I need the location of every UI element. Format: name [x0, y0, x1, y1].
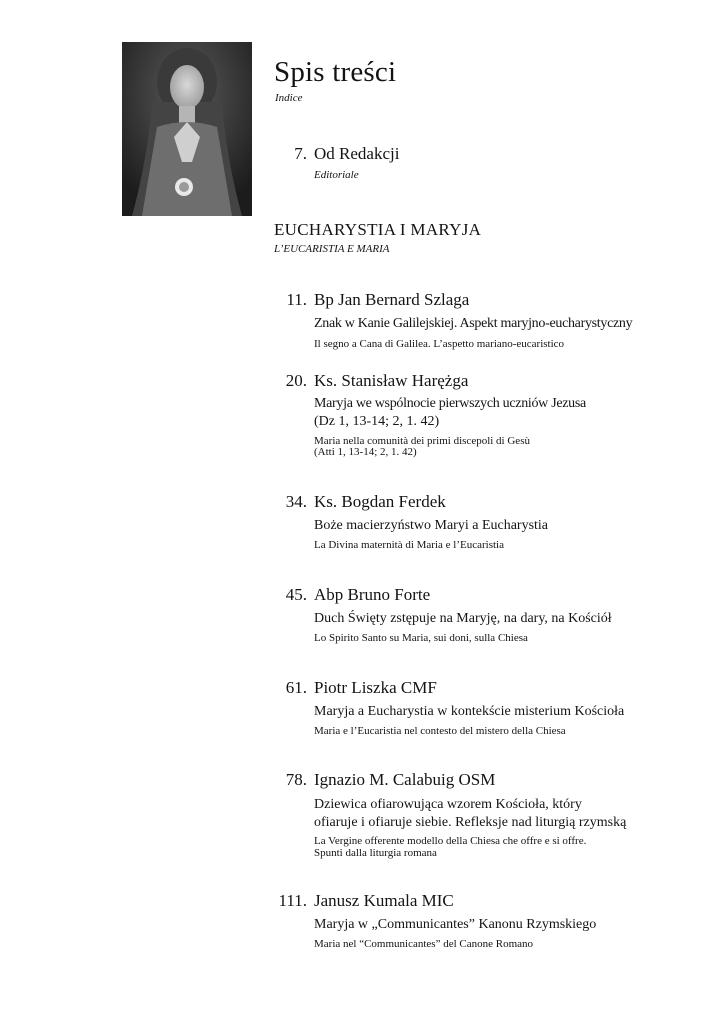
- page-title: Spis treści: [274, 56, 397, 88]
- page-number: 111.: [278, 891, 307, 910]
- page-number: 61.: [285, 678, 307, 697]
- entry-title-it: Spunti dalla liturgia romana: [314, 847, 437, 859]
- entry-title-it: Lo Spirito Santo su Maria, sui doni, sulla Chiesa: [314, 632, 528, 644]
- entry-title-pl: Dziewica ofiarowująca wzorem Kościoła, który: [314, 797, 582, 812]
- entry-title-pl: Maryja we wspólnocie pierwszych uczniów Jezusa: [314, 396, 586, 411]
- entry-title-pl: ofiaruje i ofiaruje siebie. Refleksje nad liturgią rzymską: [314, 815, 627, 830]
- page-number: 45.: [285, 585, 307, 604]
- entry-title-it: Maria nel “Communicantes” del Canone Romano: [314, 938, 534, 950]
- page-number: 11.: [286, 290, 307, 309]
- portrait-image: [122, 42, 252, 216]
- entry-title-pl: Duch Święty zstępuje na Maryję, na dary, na Kościół: [314, 611, 612, 626]
- entry-title-it: La Divina maternità di Maria e l’Eucaristia: [314, 539, 504, 551]
- page-number: 7.: [294, 144, 307, 163]
- page-number: 78.: [285, 770, 307, 789]
- entry-author: Bp Jan Bernard Szlaga: [314, 290, 470, 309]
- entry-author: Ks. Bogdan Ferdek: [314, 492, 446, 511]
- entry-title-pl: Boże macierzyństwo Maryi a Eucharystia: [314, 518, 549, 533]
- entry-title-pl: Maryja a Eucharystia w kontekście misterium Kościoła: [314, 704, 625, 719]
- entry-author: Janusz Kumala MIC: [314, 891, 454, 910]
- entry-title-it: Maria e l’Eucaristia nel contesto del mistero della Chiesa: [314, 725, 566, 737]
- section-title: EUCHARYSTIA I MARYJA: [274, 220, 482, 239]
- page-number: 34.: [285, 492, 307, 511]
- entry-title-pl: Znak w Kanie Galilejskiej. Aspekt maryjno-eucharystyczny: [314, 316, 633, 331]
- entry-title-it: Maria nella comunità dei primi discepoli di Gesù: [314, 435, 530, 447]
- entry-title-it: Il segno a Cana di Galilea. L’aspetto mariano-eucaristico: [314, 338, 565, 350]
- page-subtitle: Indice: [275, 92, 303, 104]
- entry-subtitle-it: Editoriale: [314, 169, 359, 181]
- entry-title-it: La Vergine offerente modello della Chiesa che offre e si offre.: [314, 835, 587, 847]
- entry-author: Piotr Liszka CMF: [314, 678, 437, 697]
- entry-title-pl: (Dz 1, 13-14; 2, 1. 42): [314, 414, 440, 429]
- entry-author: Abp Bruno Forte: [314, 585, 431, 604]
- section-subtitle: L’EUCARISTIA E MARIA: [274, 243, 390, 255]
- entry-title-it: (Atti 1, 13-14; 2, 1. 42): [314, 446, 417, 458]
- entry-title-pl: Maryja w „Communicantes” Kanonu Rzymskiego: [314, 917, 597, 932]
- entry-author: Ks. Stanisław Harężga: [314, 371, 469, 390]
- entry-author: Ignazio M. Calabuig OSM: [314, 770, 496, 789]
- page-number: 20.: [285, 371, 307, 390]
- entry-title: Od Redakcji: [314, 144, 400, 163]
